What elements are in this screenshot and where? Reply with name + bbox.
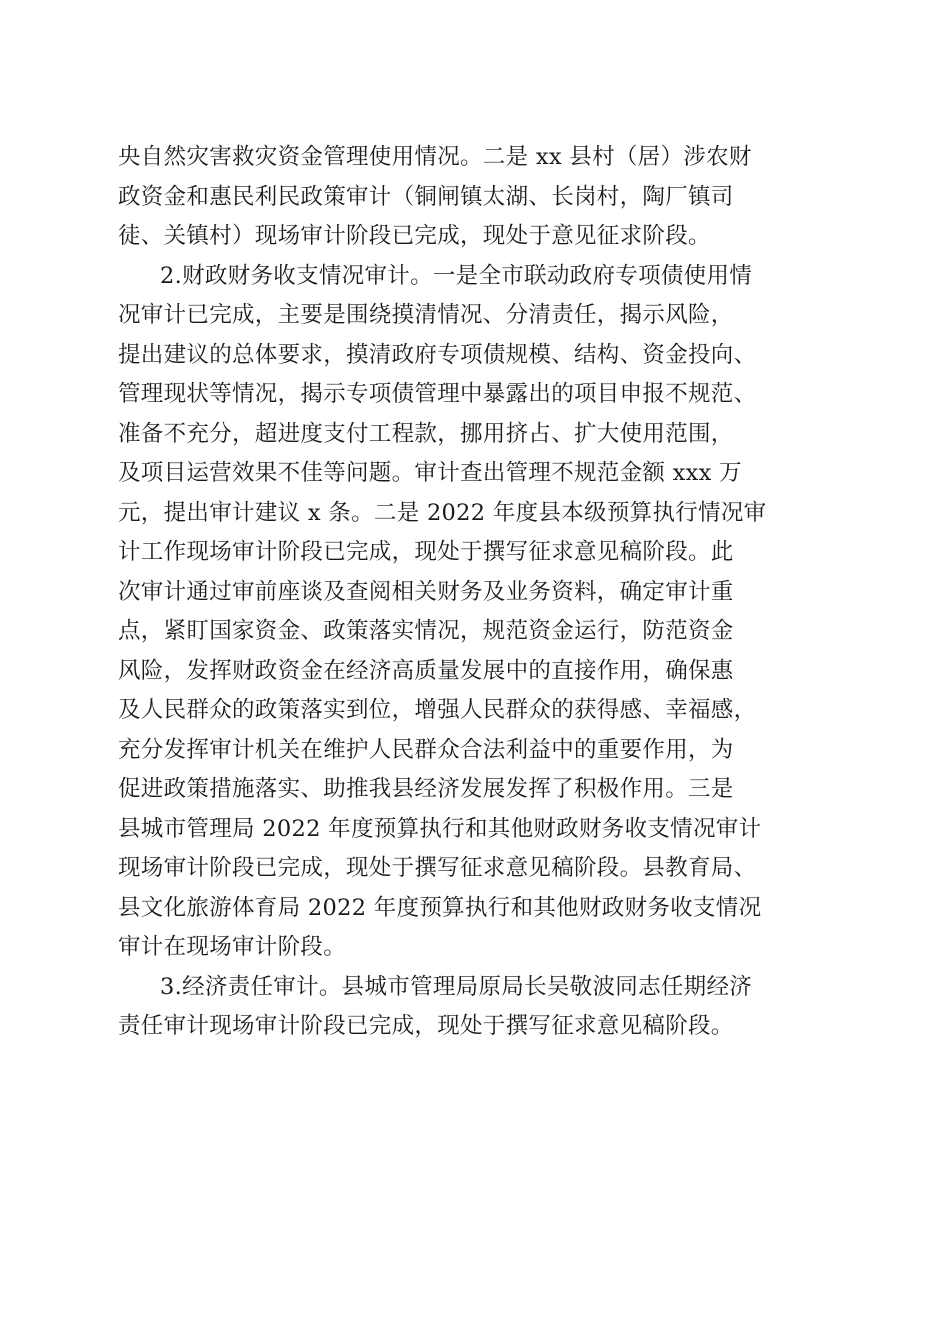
text-line: 审计在现场审计阶段。 <box>118 934 347 960</box>
text-line: 责任审计现场审计阶段已完成，现处于撰写征求意见稿阶段。 <box>118 1013 734 1039</box>
text-line: 县城市管理局 2022 年度预算执行和其他财政财务收支情况审计 <box>118 815 762 842</box>
text-line: 政资金和惠民利民政策审计（铜闸镇太湖、长岗村，陶厂镇司 <box>118 183 734 210</box>
text-line: 及项目运营效果不佳等问题。审计查出管理不规范金额 xxx 万 <box>118 460 742 486</box>
text-line: 提出建议的总体要求，摸清政府专项债规模、结构、资金投向、 <box>118 341 757 368</box>
text-line: 县文化旅游体育局 2022 年度预算执行和其他财政财务收支情况 <box>118 894 762 921</box>
section-2-heading-line: 2.财政财务收支情况审计。一是全市联动政府专项债使用情 <box>160 262 753 289</box>
text-line: 点，紧盯国家资金、政策落实情况，规范资金运行，防范资金 <box>118 618 734 644</box>
text-line: 况审计已完成，主要是围绕摸清情况、分清责任，揭示风险， <box>118 302 734 328</box>
text-line: 次审计通过审前座谈及查阅相关财务及业务资料，确定审计重 <box>118 578 734 605</box>
text-line: 及人民群众的政策落实到位，增强人民群众的获得感、幸福感， <box>118 697 757 723</box>
text-line: 风险，发挥财政资金在经济高质量发展中的直接作用，确保惠 <box>118 657 734 684</box>
text-line: 充分发挥审计机关在维护人民群众合法利益中的重要作用，为 <box>118 736 734 763</box>
document-body <box>118 138 838 1047</box>
text-line: 现场审计阶段已完成，现处于撰写征求意见稿阶段。县教育局、 <box>118 855 757 881</box>
text-line: 管理现状等情况，揭示专项债管理中暴露出的项目申报不规范、 <box>118 381 757 407</box>
text-line: 促进政策措施落实、助推我县经济发展发挥了积极作用。三是 <box>118 776 734 802</box>
text-line: 准备不充分，超进度支付工程款，挪用挤占、扩大使用范围， <box>118 420 734 447</box>
text-line: 央自然灾害救灾资金管理使用情况。二是 xx 县村（居）涉农财 <box>118 144 752 170</box>
text-line: 徒、关镇村）现场审计阶段已完成，现处于意见征求阶段。 <box>118 223 711 249</box>
text-line: 元，提出审计建议 x 条。二是 2022 年度县本级预算执行情况审 <box>118 499 767 526</box>
text-line: 计工作现场审计阶段已完成，现处于撰写征求意见稿阶段。此 <box>118 539 734 565</box>
section-3-heading-line: 3.经济责任审计。县城市管理局原局长吴敬波同志任期经济 <box>160 973 753 1000</box>
